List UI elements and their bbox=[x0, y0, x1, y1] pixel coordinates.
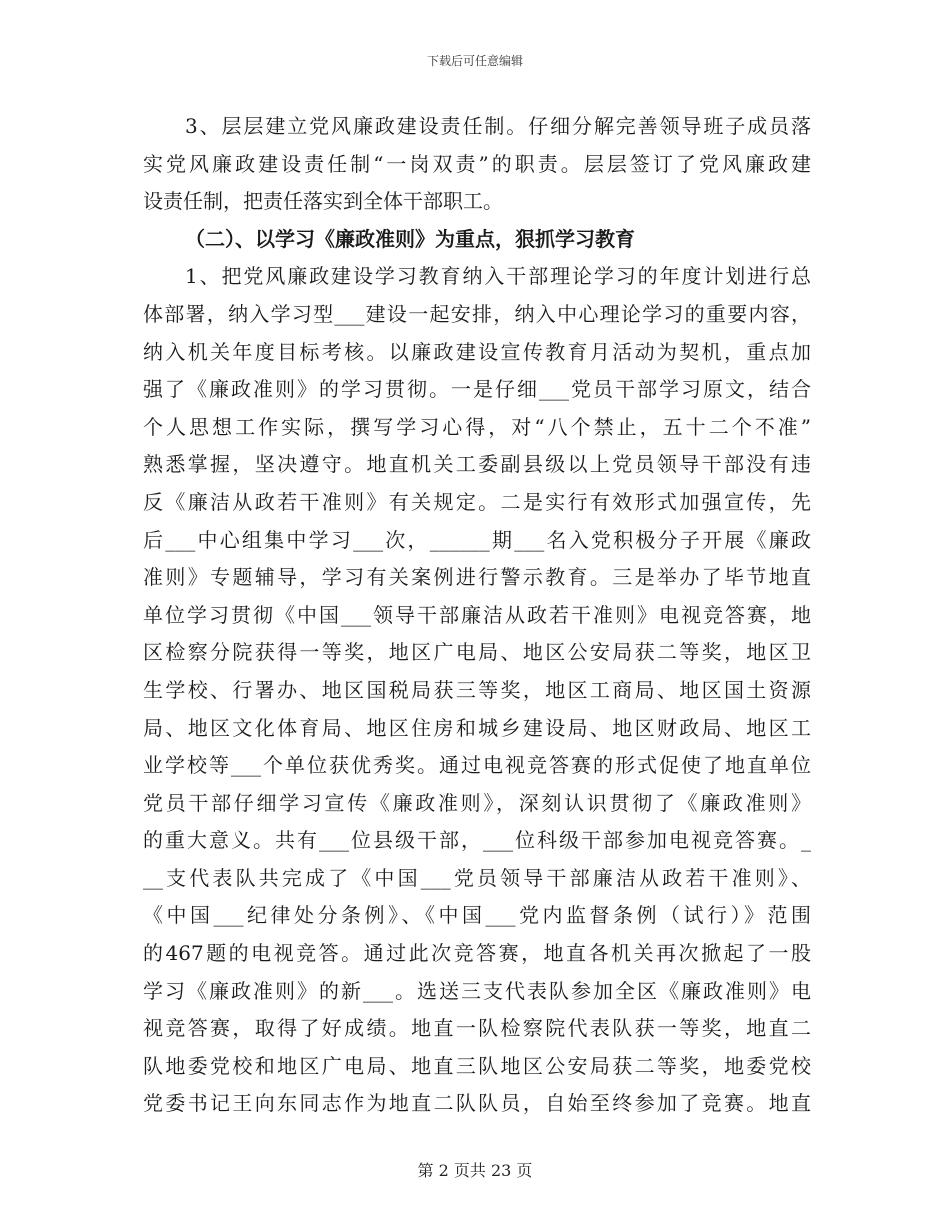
paragraph-line: __支代表队共完成了《中国___党员领导干部廉洁从政若干准则》、 bbox=[143, 865, 811, 890]
document-body bbox=[143, 108, 811, 1123]
paragraph-line: 党员干部仔细学习宣传《廉政准则》，深刻认识贯彻了《廉政准则》 bbox=[143, 790, 811, 815]
paragraph-line: 的重大意义。共有___位县级干部，___位科级干部参加电视竞答赛。_ bbox=[143, 828, 811, 853]
paragraph-line: 个人思想工作实际，撰写学习心得，对“八个禁止，五十二个不准” bbox=[143, 414, 811, 439]
paragraph-line: 设责任制，把责任落实到全体干部职工。 bbox=[143, 189, 503, 214]
paragraph-line: 视竞答赛，取得了好成绩。地直一队检察院代表队获一等奖，地直二 bbox=[143, 1016, 811, 1041]
paragraph-line: 反《廉洁从政若干准则》有关规定。二是实行有效形式加强宣传，先 bbox=[143, 489, 811, 514]
paragraph-line: 的467题的电视竞答。通过此次竞答赛，地直各机关再次掀起了一股 bbox=[143, 941, 811, 966]
paragraph-line: 区检察分院获得一等奖，地区广电局、地区公安局获二等奖，地区卫 bbox=[143, 640, 811, 665]
section-heading: （二）、以学习《廉政准则》为重点，狠抓学习教育 bbox=[185, 226, 635, 251]
paragraph-line: 后___中心组集中学习___次，______期___名入党积极分子开展《廉政 bbox=[143, 527, 811, 552]
paragraph-line: 业学校等___个单位获优秀奖。通过电视竞答赛的形式促使了地直单位 bbox=[143, 753, 811, 778]
paragraph-line: 局、地区文化体育局、地区住房和城乡建设局、地区财政局、地区工 bbox=[143, 715, 811, 740]
paragraph-line: 1、把党风廉政建设学习教育纳入干部理论学习的年度计划进行总 bbox=[185, 264, 811, 289]
paragraph-line: 单位学习贯彻《中国___领导干部廉洁从政若干准则》电视竞答赛，地 bbox=[143, 602, 811, 627]
paragraph-line: 党委书记王向东同志作为地直二队队员，自始至终参加了竞赛。地直 bbox=[143, 1091, 811, 1116]
paragraph-line: 纳入机关年度目标考核。以廉政建设宣传教育月活动为契机，重点加 bbox=[143, 339, 811, 364]
paragraph-line: 实党风廉政建设责任制“一岗双责”的职责。层层签订了党风廉政建 bbox=[143, 151, 811, 176]
page-header: 下载后可任意编辑 bbox=[426, 54, 523, 68]
paragraph-line: 学习《廉政准则》的新___。选送三支代表队参加全区《廉政准则》电 bbox=[143, 978, 811, 1003]
paragraph-line: 3、层层建立党风廉政建设责任制。仔细分解完善领导班子成员落 bbox=[185, 114, 811, 138]
paragraph-line: 队地委党校和地区广电局、地直三队地区公安局获二等奖，地委党校 bbox=[143, 1053, 811, 1078]
paragraph-line: 强了《廉政准则》的学习贯彻。一是仔细___党员干部学习原文，结合 bbox=[143, 377, 811, 402]
paragraph-line: 熟悉掌握，坚决遵守。地直机关工委副县级以上党员领导干部没有违 bbox=[143, 452, 811, 477]
paragraph-line: 生学校、行署办、地区国税局获三等奖，地区工商局、地区国土资源 bbox=[143, 677, 811, 702]
paragraph-line: 准则》专题辅导，学习有关案例进行警示教育。三是举办了毕节地直 bbox=[143, 565, 811, 590]
paragraph-line: 《中国___纪律处分条例》、《中国___党内监督条例（试行）》范围 bbox=[143, 903, 811, 928]
page-footer: 第 2 页共 23 页 bbox=[417, 1161, 533, 1180]
paragraph-line: 体部署，纳入学习型___建设一起安排，纳入中心理论学习的重要内容， bbox=[143, 301, 811, 326]
